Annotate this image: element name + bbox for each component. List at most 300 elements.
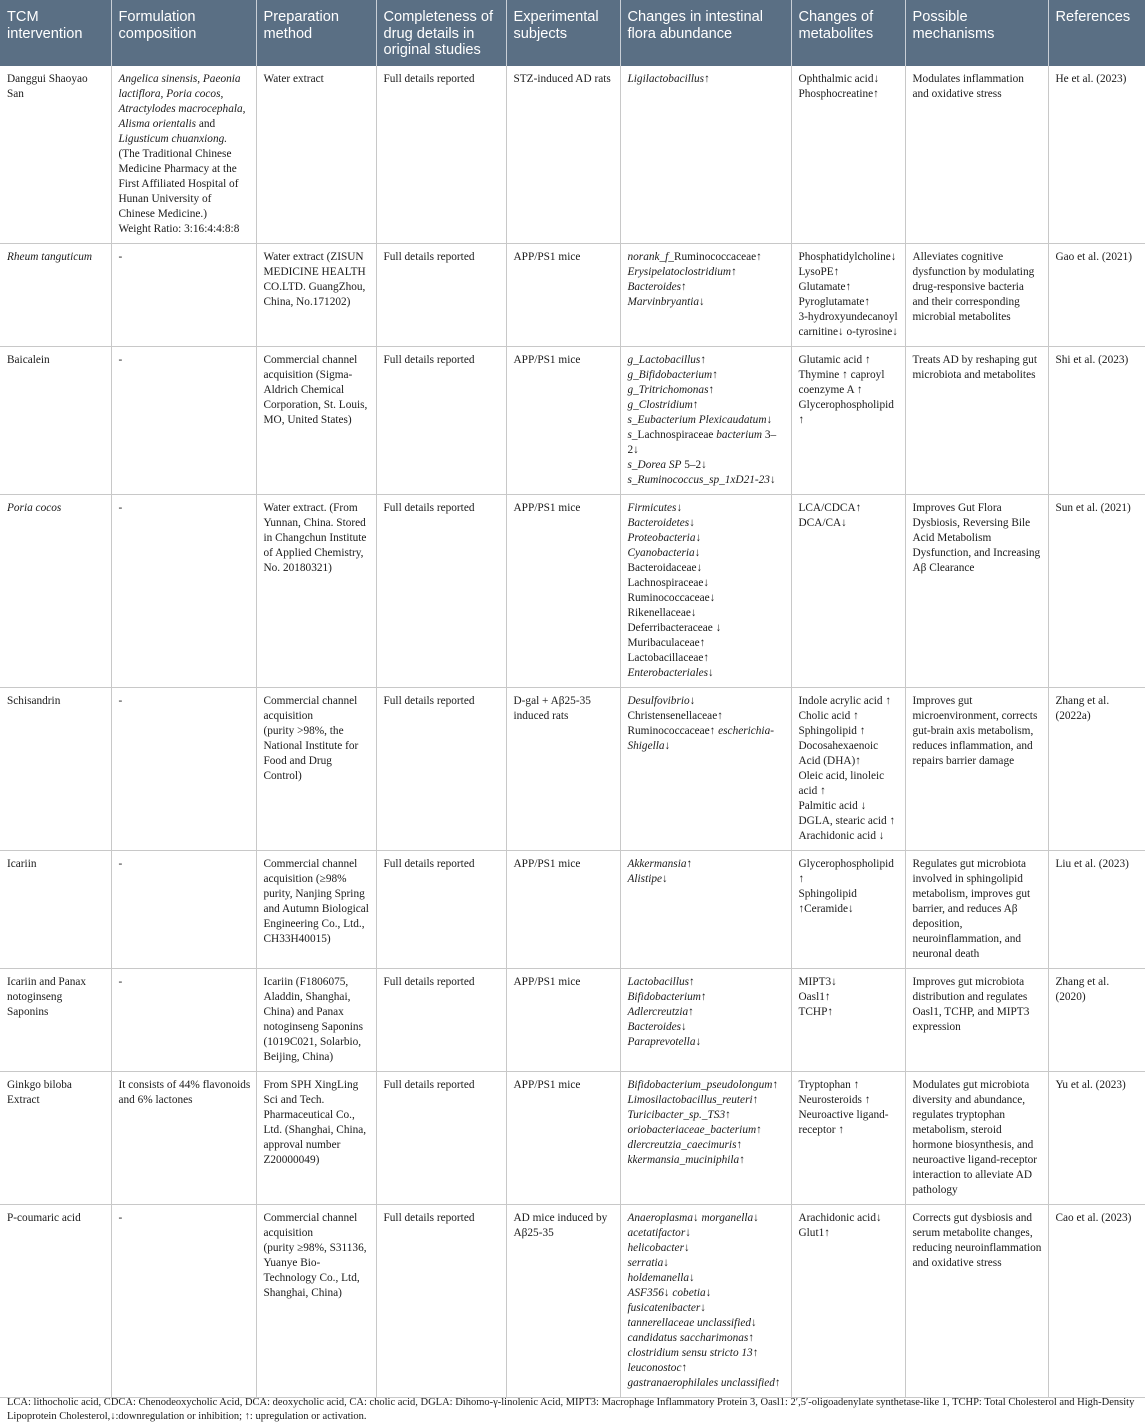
cell-text: ↓ [681,1020,687,1033]
cell-text: Treats AD by reshaping gut microbiota and metabolites [912,353,1037,381]
cell-line [628,990,786,1005]
cell-line [799,975,900,990]
cell-line [264,72,371,87]
cell-line [119,694,251,709]
cell-formulation [111,1204,256,1397]
cell-text: It consists of 44% flavonoids and 6% lactones [118,1078,251,1106]
cell-text: 3–2↓ [627,428,777,456]
cell-metabolites [791,687,905,850]
cell-flora [620,1071,791,1204]
cell-text: Full details reported [383,250,475,263]
cell-text: ↑ [686,857,693,870]
cell-line [628,72,786,87]
cell-text: ↑ [752,1093,759,1106]
cell-line [628,1376,786,1391]
cell-text: Full details reported [383,975,475,988]
cell-text: helicobacter [627,1241,684,1254]
cell-formulation [111,66,256,244]
cell-text: Liu et al. (2023) [1055,857,1129,870]
cell-text: ↓ [663,1286,673,1299]
cell-line [799,72,900,87]
cell-line [799,295,900,310]
cell-line [628,428,786,458]
cell-line [628,1226,786,1241]
cell-line [799,769,900,799]
cell-text: Improves Gut Flora Dysbiosis, Reversing Bile Acid Metabolism Dysfunction, and Increasing Aβ Clearance [912,501,1041,574]
cell-line [628,1361,786,1376]
cell-line [799,724,900,739]
cell-line [264,857,371,947]
cell-text: Christensenellaceae↑ [627,709,723,722]
cell-flora [620,687,791,850]
cell-text: Bifidobacterium_pseudolongum [627,1078,773,1091]
cell-text: s_Eubacterium Plexicaudatum [627,413,767,426]
cell-line [628,1005,786,1020]
cell-mechanisms [905,494,1048,687]
cell-text: MIPT3↓ [798,975,837,988]
cell-line [628,1271,786,1286]
cell-text: Full details reported [383,501,475,514]
cell-line [514,250,615,265]
cell-line [913,975,1043,1035]
cell-formulation [111,346,256,494]
cell-text: ↓ [683,1241,690,1254]
table-row [0,243,1145,346]
cell-text: Deferribacteraceae ↓ [627,621,722,634]
cell-text: - [118,694,123,707]
cell-line [119,250,251,265]
cell-line [628,1256,786,1271]
cell-preparation [256,687,376,850]
cell-line [628,666,786,681]
cell-text: Paraprevotella [627,1035,696,1048]
cell-line [7,501,106,516]
cell-line [1056,353,1141,368]
cell-line [799,829,900,844]
cell-text: - [118,975,123,988]
cell-text: DCA/CA↓ [798,516,847,529]
cell-mechanisms [905,850,1048,968]
cell-text: ↑ [736,1138,743,1151]
cell-text: Ginkgo biloba Extract [7,1078,72,1106]
cell-references [1048,1204,1145,1397]
cell-line [514,1211,615,1241]
cell-text: ↑ [700,353,706,366]
cell-text: Limosilactobacillus_reuteri [627,1093,753,1106]
cell-line [913,501,1043,576]
cell-text: Lactobacillaceae↑ [627,651,710,664]
header-flora-changes: Changes in intestinal flora abundance [620,0,791,66]
cell-text: Muribaculaceae↑ [627,636,706,649]
cell-text: clostridium sensu stricto 13 [627,1346,753,1359]
cell-line [119,147,251,222]
cell-intervention [0,346,111,494]
cell-line [7,857,106,872]
cell-text: Bacteroides [627,1020,682,1033]
cell-text: ↓ [700,1301,706,1314]
cell-text: STZ-induced AD rats [513,72,611,85]
cell-line [628,694,786,709]
cell-formulation [111,850,256,968]
cell-text: Neurosteroids ↑ [798,1093,871,1106]
cell-subjects [506,1071,620,1204]
cell-text: ↓ [766,413,773,426]
cell-references [1048,968,1145,1071]
cell-text: Ophthalmic acid↓ [798,72,880,85]
cell-subjects [506,850,620,968]
cell-text: ↓ [769,473,776,486]
cell-text: Phosphocreatine↑ [798,87,879,100]
cell-metabolites [791,346,905,494]
cell-line [799,1005,900,1020]
cell-text: ↓ [705,1286,712,1299]
cell-line [628,1241,786,1256]
cell-subjects [506,66,620,244]
cell-text: s_Dorea SP [627,458,682,471]
cell-text: ↑ [692,398,699,411]
cell-line [1056,1211,1141,1226]
cell-line [628,295,786,310]
cell-text: Rikenellaceae↓ [627,606,697,619]
cell-text: Corrects gut dysbiosis and serum metabolite changes, reducing neuroinflammation and oxidative stress [912,1211,1042,1269]
cell-text: oriobacteriaceae_bacterium [627,1123,757,1136]
table-row [0,494,1145,687]
cell-text: Baicalein [7,353,50,366]
cell-line [628,621,786,636]
cell-completeness [376,1204,506,1397]
cell-references [1048,850,1145,968]
cell-text: AD mice induced by Aβ25-35 [513,1211,608,1239]
cell-line [799,353,900,368]
cell-text: Icariin (F1806075, Aladdin, Shanghai, China) and Panax notoginseng Saponins (1019C021, Solarbio, Beijing, China) [263,975,363,1063]
cell-subjects [506,1204,620,1397]
cell-line [913,1211,1043,1271]
cell-metabolites [791,850,905,968]
cell-preparation [256,243,376,346]
cell-line [628,1301,786,1316]
cell-line [119,353,251,368]
cell-intervention [0,243,111,346]
cell-text: From SPH XingLing Sci and Tech. Pharmaceutical Co., Ltd. (Shanghai, China, approval number Z20000049) [263,1078,367,1166]
cell-text: Glutamate↑ [798,280,852,293]
cell-references [1048,243,1145,346]
cell-metabolites [791,66,905,244]
header-preparation-method: Preparation method [256,0,376,66]
cell-text: Poria cocos [7,501,62,514]
cell-line [628,383,786,398]
cell-line [628,516,786,531]
cell-line [913,694,1043,769]
cell-completeness [376,243,506,346]
cell-text: Gao et al. (2021) [1055,250,1133,263]
cell-text: Enterobacteriales [627,666,709,679]
cell-text: Lachnospiraceae↓ [627,576,710,589]
cell-line [628,1078,786,1093]
cell-line [799,87,900,102]
cell-line [799,709,900,724]
cell-line [264,1241,371,1301]
cell-text: Marvinbryantia [627,295,700,308]
cell-completeness [376,1071,506,1204]
cell-line [913,857,1043,962]
cell-text: ↓ [695,1035,702,1048]
cell-line [1056,694,1141,724]
cell-text: Yu et al. (2023) [1055,1078,1126,1091]
cell-text: ↑ [756,1123,762,1136]
table-row [0,1204,1145,1397]
cell-text: Sun et al. (2021) [1055,501,1131,514]
cell-line [799,990,900,1005]
cell-text: Bacteroidetes [627,516,690,529]
cell-text: ↓ [663,1256,669,1269]
cell-line [264,250,371,310]
cell-text: Rheum tanguticum [7,250,93,263]
cell-text: 3-hydroxyundecanoyl carnitine↓ o-tyrosine↓ [798,310,898,338]
cell-line [628,606,786,621]
cell-text: Desulfovibrio [627,694,690,707]
cell-line [384,857,501,872]
cell-text: Improves gut microbiota distribution and regulates Oasl1, TCHP, and MIPT3 expression [912,975,1030,1033]
cell-text: Sphingolipid ↑Ceramide↓ [798,887,857,915]
cell-intervention [0,850,111,968]
cell-text: ↓ [662,872,668,885]
cell-subjects [506,243,620,346]
cell-metabolites [791,1204,905,1397]
cell-text: Cao et al. (2023) [1055,1211,1132,1224]
table-row [0,1071,1145,1204]
cell-text: Zhang et al. (2020) [1055,975,1110,1003]
cell-text: norank_f_ [627,250,674,263]
table-row [0,968,1145,1071]
cell-line [628,1316,786,1331]
cell-text: ↓ [685,1226,691,1239]
cell-line [799,887,900,917]
cell-text: Arachidonic acid ↓ [798,829,885,842]
cell-line [264,501,371,576]
cell-text: ↑ [774,1376,781,1389]
cell-text: LysoPE↑ [798,265,840,278]
cell-text: bacterium [716,428,763,441]
cell-line [628,458,786,473]
cell-text: Akkermansia [627,857,687,870]
cell-text: ↓ [694,546,701,559]
cell-text: acetatifactor [627,1226,686,1239]
cell-intervention [0,1204,111,1397]
cell-text: ↑ [712,368,718,381]
cell-line [628,1093,786,1108]
cell-flora [620,346,791,494]
cell-references [1048,687,1145,850]
cell-text: ↓ [676,501,683,514]
cell-metabolites [791,243,905,346]
cell-text: leuconostoc [627,1361,682,1374]
cell-text: Bacteroidaceae↓ [627,561,703,574]
cell-line [628,368,786,383]
cell-line [913,1078,1043,1198]
cell-mechanisms [905,1204,1048,1397]
cell-text: Full details reported [383,857,475,870]
cell-flora [620,494,791,687]
cell-line [514,1078,615,1093]
cell-text: Palmitic acid ↓ [798,799,867,812]
cell-line [264,1078,371,1168]
cell-line [799,857,900,887]
header-row [0,0,1145,66]
cell-line [1056,1078,1141,1093]
cell-line [628,591,786,606]
cell-text: Improves gut microenvironment, corrects gut-brain axis metabolism, reduces inflammation, and repairs barrier damage [912,694,1038,767]
cell-text: dlercreutzia_caecimuris [627,1138,737,1151]
cell-text: and [196,117,216,130]
cell-formulation [111,494,256,687]
cell-formulation [111,243,256,346]
cell-line [913,353,1043,383]
cell-text: He et al. (2023) [1055,72,1127,85]
cell-text: Glycerophospholipid ↑ [798,398,894,426]
cell-line [384,250,501,265]
cell-text: Lachnospiraceae [637,428,717,441]
cell-line [913,250,1043,325]
cell-line [514,353,615,368]
cell-line [628,636,786,651]
cell-text: Shi et al. (2023) [1055,353,1129,366]
cell-line [264,353,371,428]
cell-text: Anaeroplasma [627,1211,693,1224]
cell-text: ↓ [751,1316,757,1329]
cell-text: Modulates inflammation and oxidative stress [912,72,1024,100]
cell-line [119,1211,251,1226]
cell-text: ↓ [695,531,702,544]
cell-line [628,1331,786,1346]
cell-text: Full details reported [383,1211,475,1224]
cell-line [628,265,786,280]
cell-line [514,501,615,516]
cell-text: Commercial channel acquisition [263,1211,358,1239]
cell-line [264,1211,371,1241]
cell-text: ↓ [689,516,695,529]
cell-line [119,1078,251,1108]
cell-text: ↑ [731,265,737,278]
cell-line [628,250,786,265]
cell-line [7,250,106,265]
cell-line [7,975,106,1020]
cell-preparation [256,1071,376,1204]
cell-text: Water extract. (From Yunnan, China. Stored in Changchun Institute of Applied Chemistry, No. 20180321) [263,501,367,574]
cell-flora [620,850,791,968]
cell-intervention [0,1071,111,1204]
table-row [0,346,1145,494]
cell-formulation [111,1071,256,1204]
cell-mechanisms [905,968,1048,1071]
cell-text: ↑ [689,975,695,988]
cell-text: morganella [701,1211,754,1224]
cell-references [1048,494,1145,687]
cell-text: (The Traditional Chinese Medicine Pharmacy at the First Affiliated Hospital of Hunan University of Chinese Medicine.) [118,147,239,220]
cell-text: ↑ [688,1005,694,1018]
cell-line [628,1211,786,1226]
cell-line [628,1153,786,1168]
cell-line [119,975,251,990]
cell-line [1056,72,1141,87]
cell-references [1048,346,1145,494]
cell-text: APP/PS1 mice [513,501,581,514]
cell-formulation [111,687,256,850]
cell-text: Erysipelatoclostridium [627,265,732,278]
cell-text: Sphingolipid ↑ [798,724,866,737]
cell-flora [620,1204,791,1397]
table-body [0,66,1145,1398]
cell-text: Docosahexaenoic Acid (DHA)↑ [798,739,879,767]
cell-text: Neuroactive ligand-receptor ↑ [798,1108,889,1136]
cell-text: s_Ruminococcus_sp_1xD21-23 [627,473,770,486]
cell-subjects [506,687,620,850]
cell-text: Thymine ↑ caproyl coenzyme A ↑ [798,368,885,396]
cell-line [7,72,106,102]
cell-text: Glycerophospholipid ↑ [798,857,894,885]
cell-line [799,265,900,280]
cell-text: Full details reported [383,72,475,85]
table-row [0,687,1145,850]
cell-text: Cyanobacteria [627,546,695,559]
cell-text: ↑ [708,383,715,396]
cell-completeness [376,66,506,244]
table-footnote: LCA: lithocholic acid, CDCA: Chenodeoxycholic Acid, DCA: deoxycholic acid, CA: cholic acid, DGLA: Dihomo-γ-linolenic Acid, MIPT3: Macrophage Inflammatory Protein 3, Oasl1: 2′,5′-oligoadenylate synthetase-like 1, TCHP: Total Cholesterol and High-Density Lipoprotein Cholesterol,↓:downregulation or inhibition; ↑: upregulation or activation. [7,1397,1135,1422]
cell-line [628,1020,786,1035]
cell-line [628,724,786,754]
cell-text: ↓ [699,295,705,308]
cell-text: ↓ [664,739,671,752]
cell-text: s_ [627,428,638,441]
cell-flora [620,66,791,244]
cell-line [628,561,786,576]
cell-text: Icariin and Panax notoginseng Saponins [7,975,87,1018]
cell-line [384,694,501,709]
cell-text: ↓ [689,1271,695,1284]
cell-text: Water extract (ZISUN MEDICINE HEALTH CO.LTD. GuangZhou, China, No.171202) [263,250,366,308]
cell-line [628,531,786,546]
cell-text: - [118,353,123,366]
cell-text: - [118,501,123,514]
cell-line [628,413,786,428]
cell-text: g_Bifidobacterium [627,368,713,381]
cell-line [628,546,786,561]
cell-line [628,857,786,872]
cell-text: Glutamic acid ↑ [798,353,871,366]
cell-mechanisms [905,243,1048,346]
cell-line [799,280,900,295]
header-references: References [1048,0,1145,66]
cell-text: Ruminococcaceae↑ [673,250,762,263]
cell-text: ASF356 [627,1286,664,1299]
cell-text: D-gal + Aβ25-35 induced rats [513,694,591,722]
cell-preparation [256,968,376,1071]
cell-text: ↑ [681,1361,688,1374]
cell-line [628,975,786,990]
table-row [0,850,1145,968]
cell-text: Weight Ratio: 3:16:4:4:8:8 [118,222,240,235]
cell-line [799,310,900,340]
cell-text: Cholic acid ↑ [798,709,859,722]
cell-line [628,872,786,887]
cell-subjects [506,968,620,1071]
cell-line [799,398,900,428]
cell-text: 5–2↓ [681,458,707,471]
cell-line [628,473,786,488]
cell-line [628,1108,786,1123]
cell-formulation [111,968,256,1071]
cell-line [7,353,106,368]
cell-line [514,72,615,87]
